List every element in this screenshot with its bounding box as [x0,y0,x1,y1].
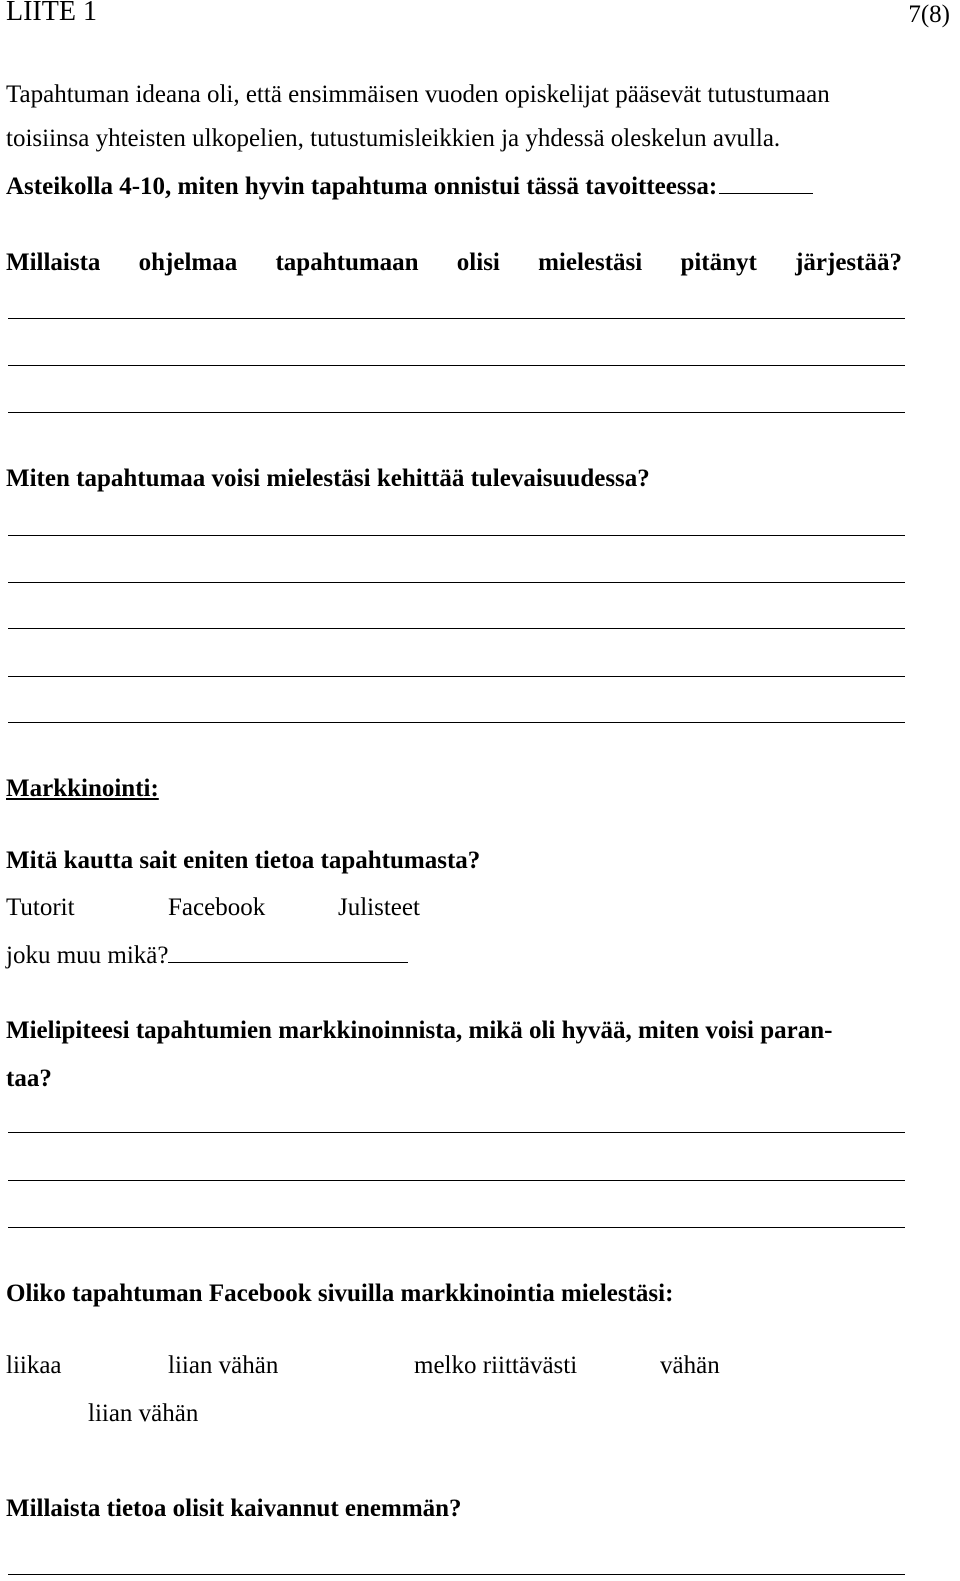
question-develop: Miten tapahtumaa voisi mielestäsi kehittää tulevaisuudessa? [6,465,650,492]
question-opinion-line-1: Mielipiteesi tapahtumien markkinoinnista, mikä oli hyvää, miten voisi paran- [6,1017,833,1044]
question-program-word: mielestäsi [538,249,643,276]
answer-line[interactable] [8,722,905,723]
section-heading-marketing: Markkinointi: [6,775,159,802]
rating-answer-field[interactable] [719,175,813,194]
fb-option-liian-vahan[interactable]: liian vähän [168,1352,279,1379]
option-facebook[interactable]: Facebook [168,894,266,921]
question-facebook: Oliko tapahtuman Facebook sivuilla markkinointia mielestäsi: [6,1280,674,1307]
question-program-word: pitänyt [680,249,757,276]
question-rating-label: Asteikolla 4-10, miten hyvin tapahtuma onnistui tässä tavoitteessa: [6,173,718,200]
answer-line[interactable] [8,1227,905,1228]
fb-option-vahan[interactable]: vähän [660,1352,720,1379]
fb-option-liian-vahan-2[interactable]: liian vähän [88,1400,199,1427]
option-julisteet[interactable]: Julisteet [338,894,420,921]
question-program-word: Millaista [6,249,101,276]
question-source: Mitä kautta sait eniten tietoa tapahtumasta? [6,847,481,874]
answer-line[interactable] [8,582,905,583]
answer-line[interactable] [8,535,905,536]
option-other-label: joku muu mikä? [6,942,169,969]
question-program-word: järjestää? [795,249,902,276]
fb-option-melko-riittavasti[interactable]: melko riittävästi [414,1352,578,1379]
question-program [6,248,902,278]
page-number: 7(8) [908,1,950,28]
other-answer-field[interactable] [168,944,408,963]
option-other [6,941,408,971]
option-tutorit[interactable]: Tutorit [6,894,75,921]
answer-line[interactable] [8,1180,905,1181]
document-title: LIITE 1 [6,0,97,27]
intro-line-2: toisiinsa yhteisten ulkopelien, tutustumisleikkien ja yhdessä oleskelun avulla. [6,125,781,152]
question-opinion-line-2: taa? [6,1065,52,1092]
question-program-word: tapahtumaan [275,249,419,276]
intro-line-1: Tapahtuman ideana oli, että ensimmäisen vuoden opiskelijat pääsevät tutustumaan [6,81,830,108]
question-program-word: ohjelmaa [138,249,238,276]
answer-line[interactable] [8,1574,905,1575]
answer-line[interactable] [8,412,905,413]
question-program-word: olisi [456,249,500,276]
answer-line[interactable] [8,676,905,677]
answer-line[interactable] [8,365,905,366]
answer-line[interactable] [8,318,905,319]
fb-option-liikaa[interactable]: liikaa [6,1352,62,1379]
question-rating [6,172,813,202]
question-more-info: Millaista tietoa olisit kaivannut enemmän? [6,1495,462,1522]
answer-line[interactable] [8,1132,905,1133]
answer-line[interactable] [8,628,905,629]
